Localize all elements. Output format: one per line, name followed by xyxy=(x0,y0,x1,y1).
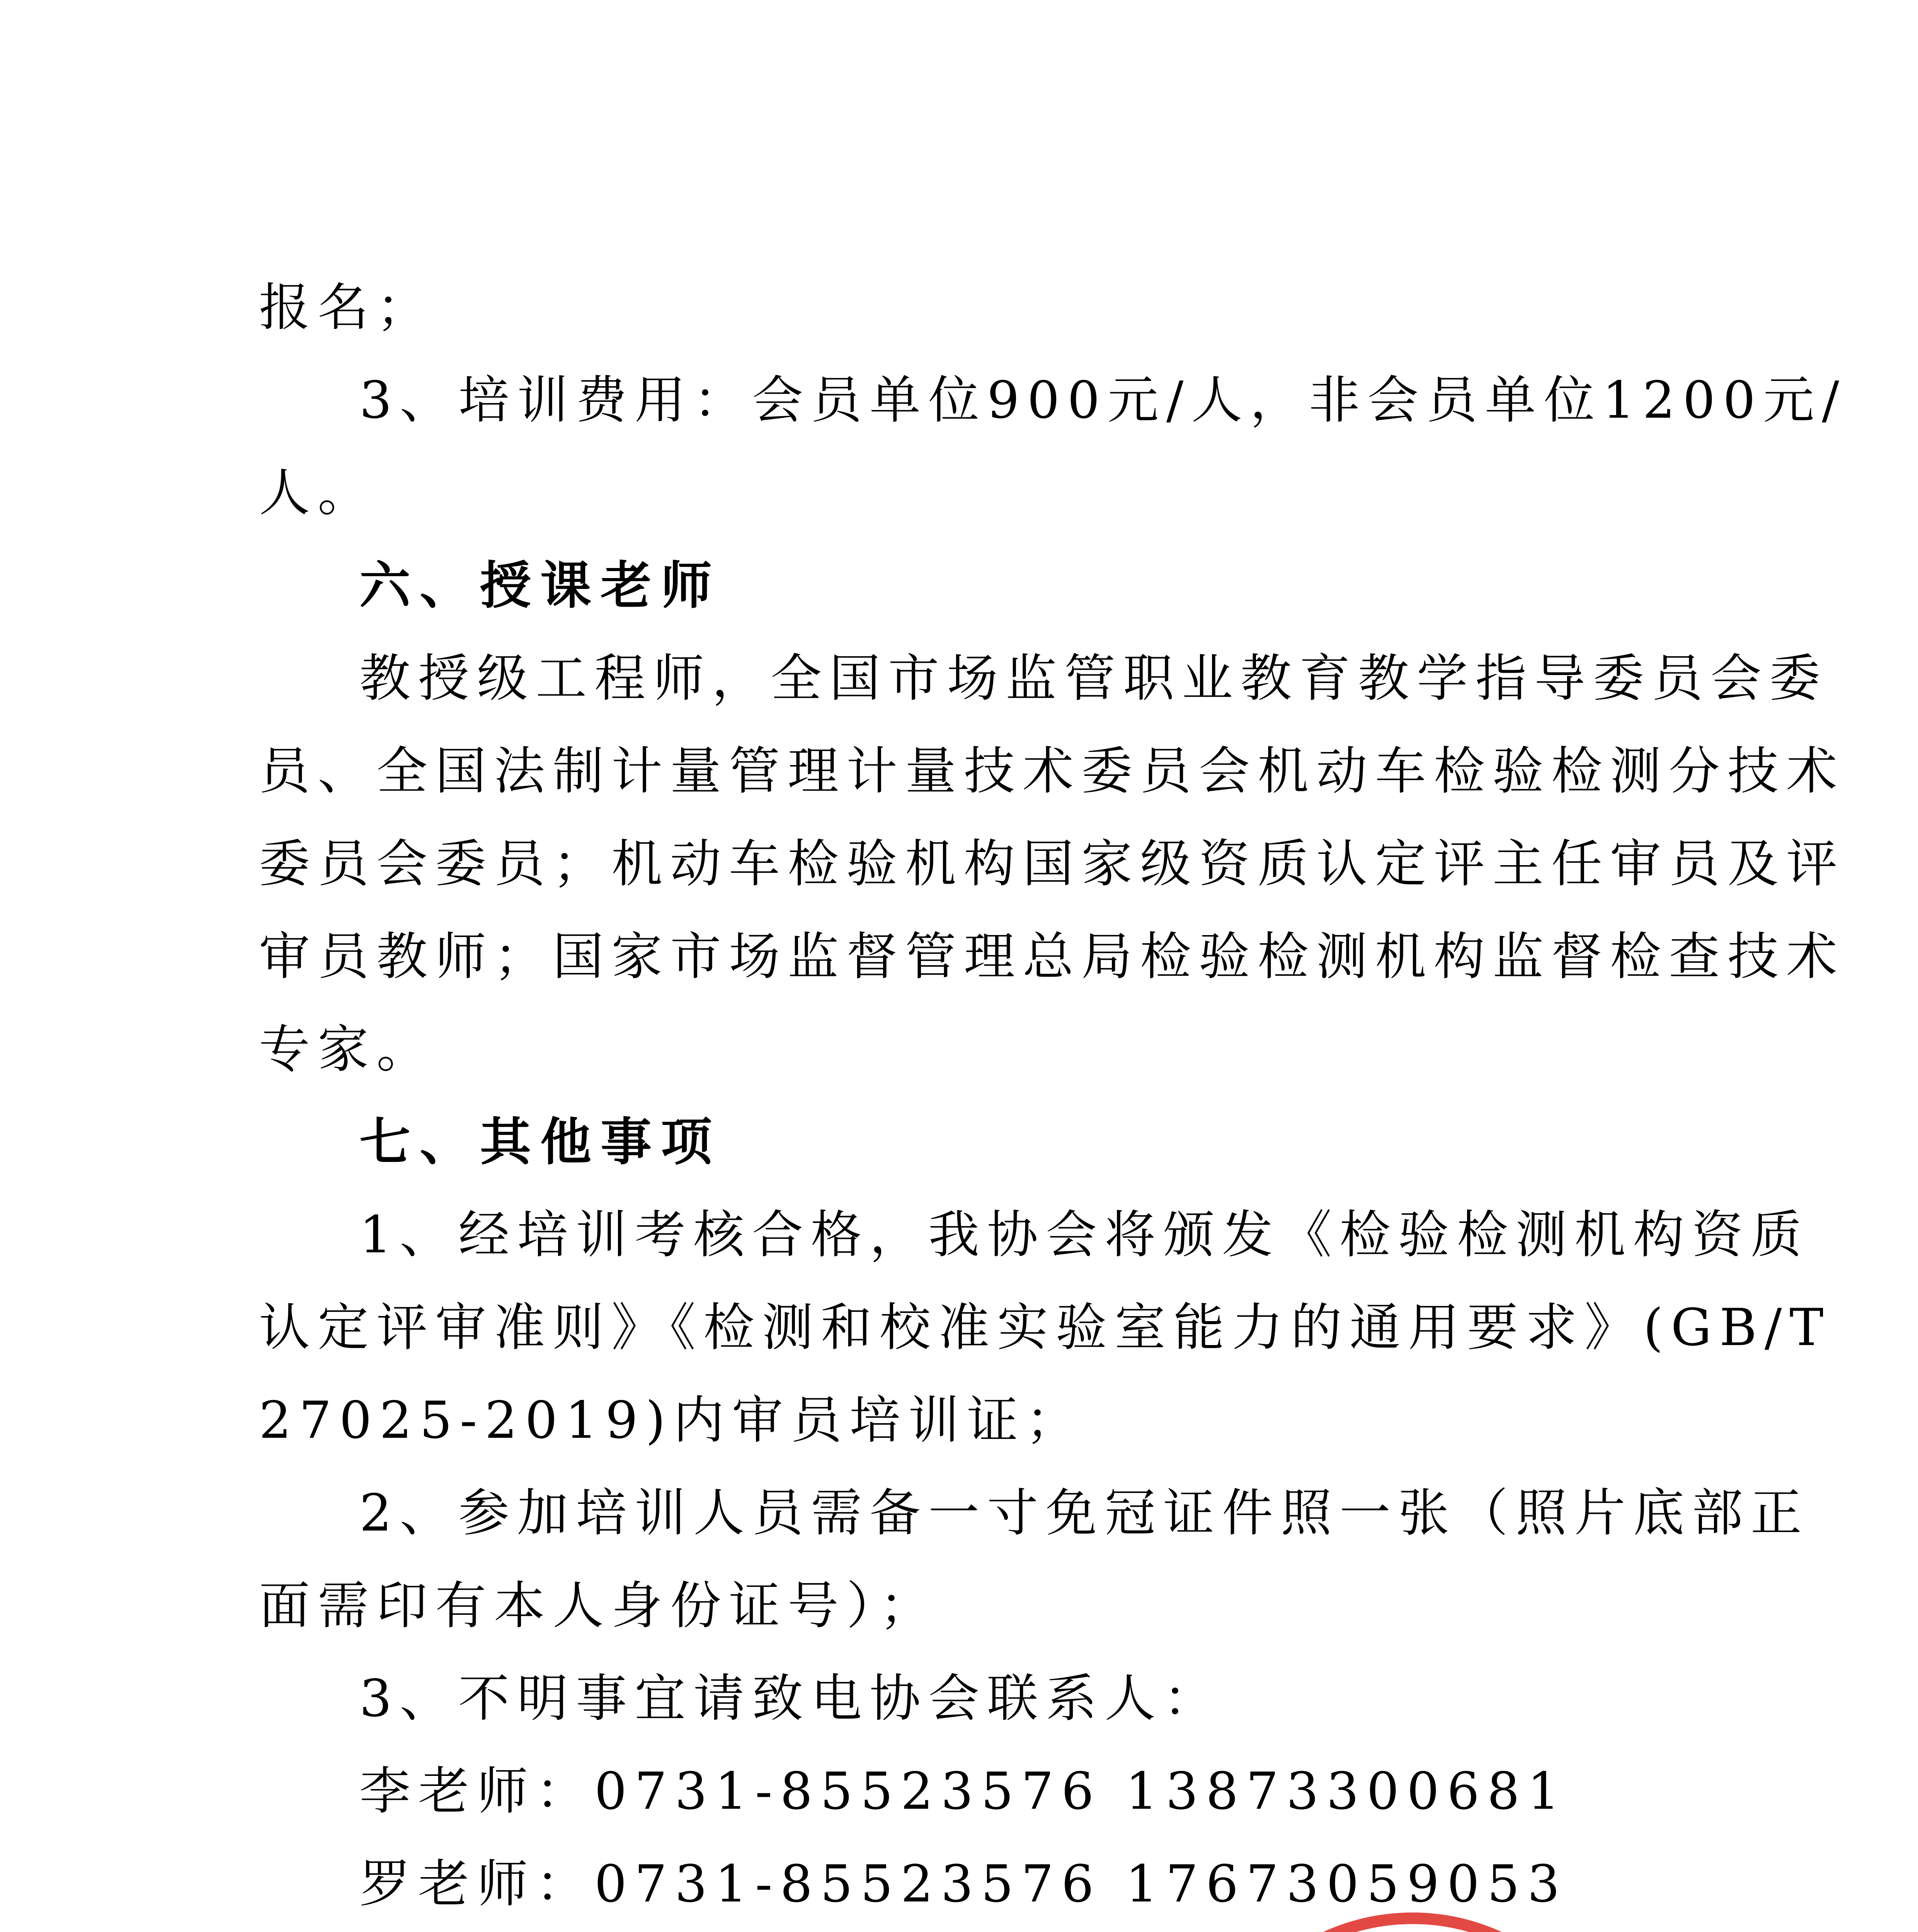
body-line: 委员会委员；机动车检验机构国家级资质认定评主任审员及评 xyxy=(259,834,1845,894)
body-line: 员、全国法制计量管理计量技术委员会机动车检验检测分技术 xyxy=(259,742,1845,801)
body-line: 3、不明事宜请致电协会联系人： xyxy=(359,1669,1222,1728)
body-line: 报名； xyxy=(259,278,435,337)
contact-line: 李老师：0731-85523576 13873300681 xyxy=(359,1762,1568,1821)
body-line: 2、参加培训人员需备一寸免冠证件照一张（照片底部正 xyxy=(359,1483,1809,1543)
official-seal xyxy=(1190,1905,1635,1932)
body-line: 教授级工程师，全国市场监管职业教育教学指导委员会委 xyxy=(359,649,1828,708)
body-line: 面需印有本人身份证号）； xyxy=(259,1576,938,1636)
body-line: 人。 xyxy=(259,463,376,523)
body-line: 审员教师；国家市场监督管理总局检验检测机构监督检查技术 xyxy=(259,927,1845,986)
body-line: 专家。 xyxy=(259,1020,435,1079)
body-line: 3、培训费用：会员单位900元/人，非会员单位1200元/ xyxy=(359,371,1847,430)
body-line: 27025-2019)内审员培训证； xyxy=(259,1391,1084,1450)
section-heading: 七、其他事项 xyxy=(359,1112,721,1172)
body-line: 1、经培训考核合格，我协会将颁发《检验检测机构资质 xyxy=(359,1205,1809,1265)
body-line: 认定评审准则》《检测和校准实验室能力的通用要求》(GB/T xyxy=(259,1298,1831,1357)
contact-line: 罗老师：0731-85523576 17673059053 xyxy=(359,1854,1568,1914)
section-heading: 六、授课老师 xyxy=(359,556,721,616)
